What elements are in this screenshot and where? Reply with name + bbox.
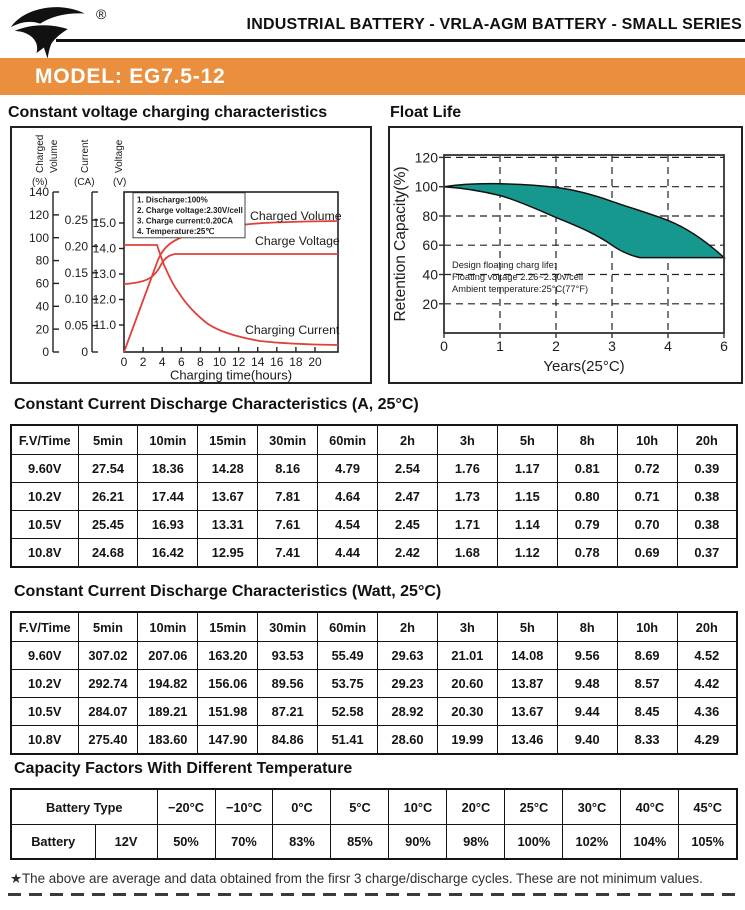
header-rule <box>56 39 745 42</box>
column-header: 10h <box>617 612 677 642</box>
svg-text:12: 12 <box>231 355 246 369</box>
column-header: 2h <box>378 612 438 642</box>
svg-text:0.15: 0.15 <box>64 265 88 280</box>
svg-text:18: 18 <box>289 355 303 369</box>
cell: 0.81 <box>557 455 617 483</box>
cell: 189.21 <box>138 698 198 726</box>
column-header: −20°C <box>157 789 215 825</box>
cell: 0.80 <box>557 483 617 511</box>
table-row <box>11 511 737 539</box>
cell: 20.30 <box>437 698 497 726</box>
cell: 104% <box>621 825 679 860</box>
cell: 9.56 <box>557 642 617 670</box>
x-axis-label: Charging time(hours) <box>169 367 293 382</box>
cell: 18.36 <box>138 455 198 483</box>
cell: 9.48 <box>557 670 617 698</box>
model-label: MODEL: EG7.5-12 <box>35 65 226 88</box>
cell: 14.28 <box>198 455 258 483</box>
header-row <box>11 425 737 455</box>
row-label: 10.2V <box>11 670 78 698</box>
svg-text:Floating voltage 2.26~2.30v/ce: Floating voltage 2.26~2.30v/cell <box>452 272 584 282</box>
svg-text:20: 20 <box>35 322 49 337</box>
cell: 207.06 <box>138 642 198 670</box>
cell: 1.12 <box>497 539 557 568</box>
svg-text:0: 0 <box>120 355 128 369</box>
cell: 55.49 <box>318 642 378 670</box>
table-row <box>11 825 737 860</box>
column-header: 10h <box>617 425 677 455</box>
svg-text:120: 120 <box>414 149 438 166</box>
cell: 0.69 <box>617 539 677 568</box>
column-header: 15min <box>198 425 258 455</box>
cell: 183.60 <box>138 726 198 755</box>
discharge-a-heading: Constant Current Discharge Characteristics (A, 25°C) <box>14 396 419 413</box>
column-header: 45°C <box>679 789 737 825</box>
row-label: 9.60V <box>11 455 78 483</box>
svg-text:100: 100 <box>414 178 438 195</box>
column-header: 5h <box>497 612 557 642</box>
svg-text:100: 100 <box>28 230 49 245</box>
svg-text:12.0: 12.0 <box>92 292 116 307</box>
svg-text:15.0: 15.0 <box>92 216 116 230</box>
row-label: 10.8V <box>11 539 78 568</box>
cell: 20.60 <box>437 670 497 698</box>
svg-text:20: 20 <box>308 355 322 369</box>
cell: 4.52 <box>677 642 737 670</box>
svg-text:20: 20 <box>422 295 438 312</box>
cell: 13.67 <box>198 483 258 511</box>
cell: 284.07 <box>78 698 138 726</box>
cell: 163.20 <box>198 642 258 670</box>
discharge-a-table <box>10 424 738 568</box>
column-header: 5min <box>78 425 138 455</box>
cell: 8.33 <box>617 726 677 755</box>
cell: 13.46 <box>497 726 557 755</box>
svg-text:0.20: 0.20 <box>64 239 88 254</box>
svg-text:0: 0 <box>42 345 49 360</box>
x-tick-labels <box>440 338 728 354</box>
svg-text:0: 0 <box>440 338 448 354</box>
cell: 1.76 <box>437 455 497 483</box>
cell: 4.64 <box>318 483 378 511</box>
svg-text:4: 4 <box>158 355 166 369</box>
cell: 84.86 <box>258 726 318 755</box>
float-life-title: Float Life <box>390 104 462 121</box>
cell: 156.06 <box>198 670 258 698</box>
column-header: 10min <box>138 425 198 455</box>
cell: 0.79 <box>557 511 617 539</box>
cell: 52.58 <box>318 698 378 726</box>
column-header: 3h <box>437 425 497 455</box>
svg-text:14: 14 <box>251 355 265 369</box>
axis-current-unit: (CA) <box>74 177 95 188</box>
cell: 8.69 <box>617 642 677 670</box>
svg-text:120: 120 <box>28 208 49 222</box>
column-header: 8h <box>557 425 617 455</box>
column-header: 20h <box>677 425 737 455</box>
svg-text:80: 80 <box>35 253 49 268</box>
cell: 19.99 <box>437 726 497 755</box>
svg-text:6: 6 <box>720 338 728 354</box>
cell: 51.41 <box>318 726 378 755</box>
cell: 13.67 <box>497 698 557 726</box>
svg-text:Design floating charg life:: Design floating charg life: <box>452 260 557 270</box>
cell: 12V <box>95 825 157 860</box>
cell: 9.44 <box>557 698 617 726</box>
row-label: 10.5V <box>11 511 78 539</box>
cell: 307.02 <box>78 642 138 670</box>
column-header: 25°C <box>505 789 563 825</box>
discharge-watt-heading: Constant Current Discharge Characteristics (Watt, 25°C) <box>14 583 442 600</box>
cell: 8.45 <box>617 698 677 726</box>
float-life-chart <box>388 126 743 384</box>
svg-text:10: 10 <box>212 355 227 369</box>
cell: 4.54 <box>318 511 378 539</box>
cell: 98% <box>447 825 505 860</box>
column-header: 5h <box>497 425 557 455</box>
cell: 8.16 <box>258 455 318 483</box>
axis-charged-unit: (%) <box>32 177 48 188</box>
charge-voltage-label: Charge Voltage <box>255 234 340 248</box>
axis-voltage-tick-labels <box>93 216 117 332</box>
model-banner <box>0 58 745 95</box>
column-header: 2h <box>378 425 438 455</box>
svg-text:Ambient temperature:25°C(77°F): Ambient temperature:25°C(77°F) <box>452 284 589 294</box>
table-row <box>11 670 737 698</box>
svg-text:11.0: 11.0 <box>93 318 116 332</box>
cell: 7.41 <box>258 539 318 568</box>
cell: 0.78 <box>557 539 617 568</box>
svg-text:80: 80 <box>422 208 438 224</box>
cell: 151.98 <box>198 698 258 726</box>
cell: 26.21 <box>78 483 138 511</box>
axis-current-tick-labels <box>65 213 89 359</box>
cell: 4.29 <box>677 726 737 755</box>
column-header: 8h <box>557 612 617 642</box>
row-label: 9.60V <box>11 642 78 670</box>
cell: 1.14 <box>497 511 557 539</box>
cell: 0.39 <box>677 455 737 483</box>
float-annotation <box>452 260 588 294</box>
cell: 13.31 <box>198 511 258 539</box>
x-axis-label: Years(25°C) <box>543 358 625 375</box>
cell: 7.81 <box>258 483 318 511</box>
svg-text:40: 40 <box>35 299 49 314</box>
svg-text:140: 140 <box>28 185 49 200</box>
cell: 0.38 <box>677 511 737 539</box>
registered-trademark-icon: ® <box>96 6 107 22</box>
cell: 0.72 <box>617 455 677 483</box>
cell: 2.47 <box>378 483 438 511</box>
svg-text:40: 40 <box>422 266 438 283</box>
cell: 2.42 <box>378 539 438 568</box>
column-header: Battery Type <box>11 789 157 825</box>
svg-text:0: 0 <box>81 345 88 359</box>
axis-charged-tick-labels <box>29 185 49 359</box>
svg-text:2: 2 <box>139 355 147 369</box>
axis-charged-title-1: Charged <box>35 134 46 173</box>
row-label: 10.2V <box>11 483 78 511</box>
charge-voltage-curve <box>124 254 338 284</box>
table-row <box>11 483 737 511</box>
y-tick-labels <box>415 149 439 311</box>
axis-charged-title-2: Volume <box>49 139 60 173</box>
table-row <box>11 455 737 483</box>
cell: 8.57 <box>617 670 677 698</box>
charging-chart <box>10 126 372 384</box>
cell: 0.38 <box>677 483 737 511</box>
cell: 4.79 <box>318 455 378 483</box>
cell: 1.15 <box>497 483 557 511</box>
cell: 4.44 <box>318 539 378 568</box>
column-header: 60min <box>318 612 378 642</box>
svg-text:4. Temperature:25℃: 4. Temperature:25℃ <box>137 227 215 236</box>
cell: 83% <box>273 825 331 860</box>
svg-text:2. Charge voltage:2.30V/cell: 2. Charge voltage:2.30V/cell <box>137 206 243 215</box>
cell: 27.54 <box>78 455 138 483</box>
svg-text:2: 2 <box>552 338 560 354</box>
cell: 14.08 <box>497 642 557 670</box>
header-row <box>11 789 737 825</box>
cell: 85% <box>331 825 389 860</box>
charging-chart-title: Constant voltage charging characteristics <box>8 104 328 121</box>
column-header: 5°C <box>331 789 389 825</box>
cell: 147.90 <box>198 726 258 755</box>
cell: 102% <box>563 825 621 860</box>
svg-text:4: 4 <box>664 338 672 354</box>
cell: 4.36 <box>677 698 737 726</box>
cell: 100% <box>505 825 563 860</box>
column-header: 60min <box>318 425 378 455</box>
cell: 7.61 <box>258 511 318 539</box>
cell: 4.42 <box>677 670 737 698</box>
axis-voltage-title: Voltage <box>114 139 125 173</box>
cell: 53.75 <box>318 670 378 698</box>
discharge-watt-table <box>10 611 738 755</box>
row-label: 10.8V <box>11 726 78 755</box>
cell: 275.40 <box>78 726 138 755</box>
cell: 16.93 <box>138 511 198 539</box>
svg-text:6: 6 <box>177 355 185 369</box>
svg-text:3: 3 <box>608 338 616 354</box>
column-header: 5min <box>78 612 138 642</box>
row-label: Battery <box>11 825 95 860</box>
column-header: F.V/Time <box>11 612 78 642</box>
table-row <box>11 642 737 670</box>
cell: 1.73 <box>437 483 497 511</box>
cell: 1.68 <box>437 539 497 568</box>
column-header: 10°C <box>389 789 447 825</box>
header-row <box>11 612 737 642</box>
axis-charged-volume <box>53 192 59 352</box>
cell: 29.23 <box>378 670 438 698</box>
cell: 28.60 <box>378 726 438 755</box>
footnote: ★The above are average and data obtained from the firsr 3 charge/discharge cycles. These are not minimum values. <box>10 871 703 886</box>
cell: 13.87 <box>497 670 557 698</box>
svg-text:0.25: 0.25 <box>64 213 88 227</box>
cell: 25.45 <box>78 511 138 539</box>
cell: 12.95 <box>198 539 258 568</box>
cell: 93.53 <box>258 642 318 670</box>
column-header: F.V/Time <box>11 425 78 455</box>
cell: 9.40 <box>557 726 617 755</box>
cell: 50% <box>157 825 215 860</box>
svg-text:13.0: 13.0 <box>92 267 116 281</box>
brand-logo-icon <box>8 2 100 60</box>
capacity-factors-table <box>10 788 738 860</box>
table-row <box>11 539 737 568</box>
cell: 2.45 <box>378 511 438 539</box>
cell: 90% <box>389 825 447 860</box>
svg-text:8: 8 <box>197 355 204 369</box>
cell: 2.54 <box>378 455 438 483</box>
cell: 24.68 <box>78 539 138 568</box>
capacity-factors-heading: Capacity Factors With Different Temperature <box>14 760 353 777</box>
cell: 29.63 <box>378 642 438 670</box>
cell: 1.71 <box>437 511 497 539</box>
column-header: 30min <box>258 612 318 642</box>
column-header: 15min <box>198 612 258 642</box>
cell: 105% <box>679 825 737 860</box>
svg-text:16: 16 <box>270 355 284 369</box>
cell: 21.01 <box>437 642 497 670</box>
table-row <box>11 698 737 726</box>
table-row <box>11 726 737 755</box>
column-header: 30min <box>258 425 318 455</box>
column-header: 30°C <box>563 789 621 825</box>
cell: 0.37 <box>677 539 737 568</box>
charging-current-label: Charging Current <box>245 323 340 337</box>
charged-volume-label: Charged Volume <box>250 209 342 223</box>
cell: 1.17 <box>497 455 557 483</box>
column-header: 20h <box>677 612 737 642</box>
column-header: 10min <box>138 612 198 642</box>
column-header: 20°C <box>447 789 505 825</box>
retention-band <box>444 184 724 258</box>
column-header: 40°C <box>621 789 679 825</box>
svg-text:0.05: 0.05 <box>64 318 88 333</box>
svg-text:1. Discharge:100%: 1. Discharge:100% <box>137 195 208 205</box>
column-header: 0°C <box>273 789 331 825</box>
series-title: INDUSTRIAL BATTERY - VRLA-AGM BATTERY - SMALL SERIES <box>246 16 742 33</box>
cell: 28.92 <box>378 698 438 726</box>
axis-voltage-unit: (V) <box>113 177 127 188</box>
svg-text:1: 1 <box>496 338 504 354</box>
bottom-dashed-rule <box>8 893 740 896</box>
cell: 292.74 <box>78 670 138 698</box>
column-header: −10°C <box>215 789 273 825</box>
row-label: 10.5V <box>11 698 78 726</box>
cell: 70% <box>215 825 273 860</box>
svg-text:14.0: 14.0 <box>92 241 116 256</box>
axis-current-title: Current <box>80 139 91 173</box>
svg-text:60: 60 <box>35 276 49 291</box>
cell: 87.21 <box>258 698 318 726</box>
cell: 89.56 <box>258 670 318 698</box>
svg-text:3. Charge current:0.20CA: 3. Charge current:0.20CA <box>137 216 234 226</box>
column-header: 3h <box>437 612 497 642</box>
y-axis-label: Retention Capacity(%) <box>392 166 409 322</box>
cell: 194.82 <box>138 670 198 698</box>
svg-text:60: 60 <box>422 237 438 254</box>
svg-text:0.10: 0.10 <box>64 292 88 307</box>
cell: 0.71 <box>617 483 677 511</box>
cell: 17.44 <box>138 483 198 511</box>
cell: 16.42 <box>138 539 198 568</box>
cell: 0.70 <box>617 511 677 539</box>
